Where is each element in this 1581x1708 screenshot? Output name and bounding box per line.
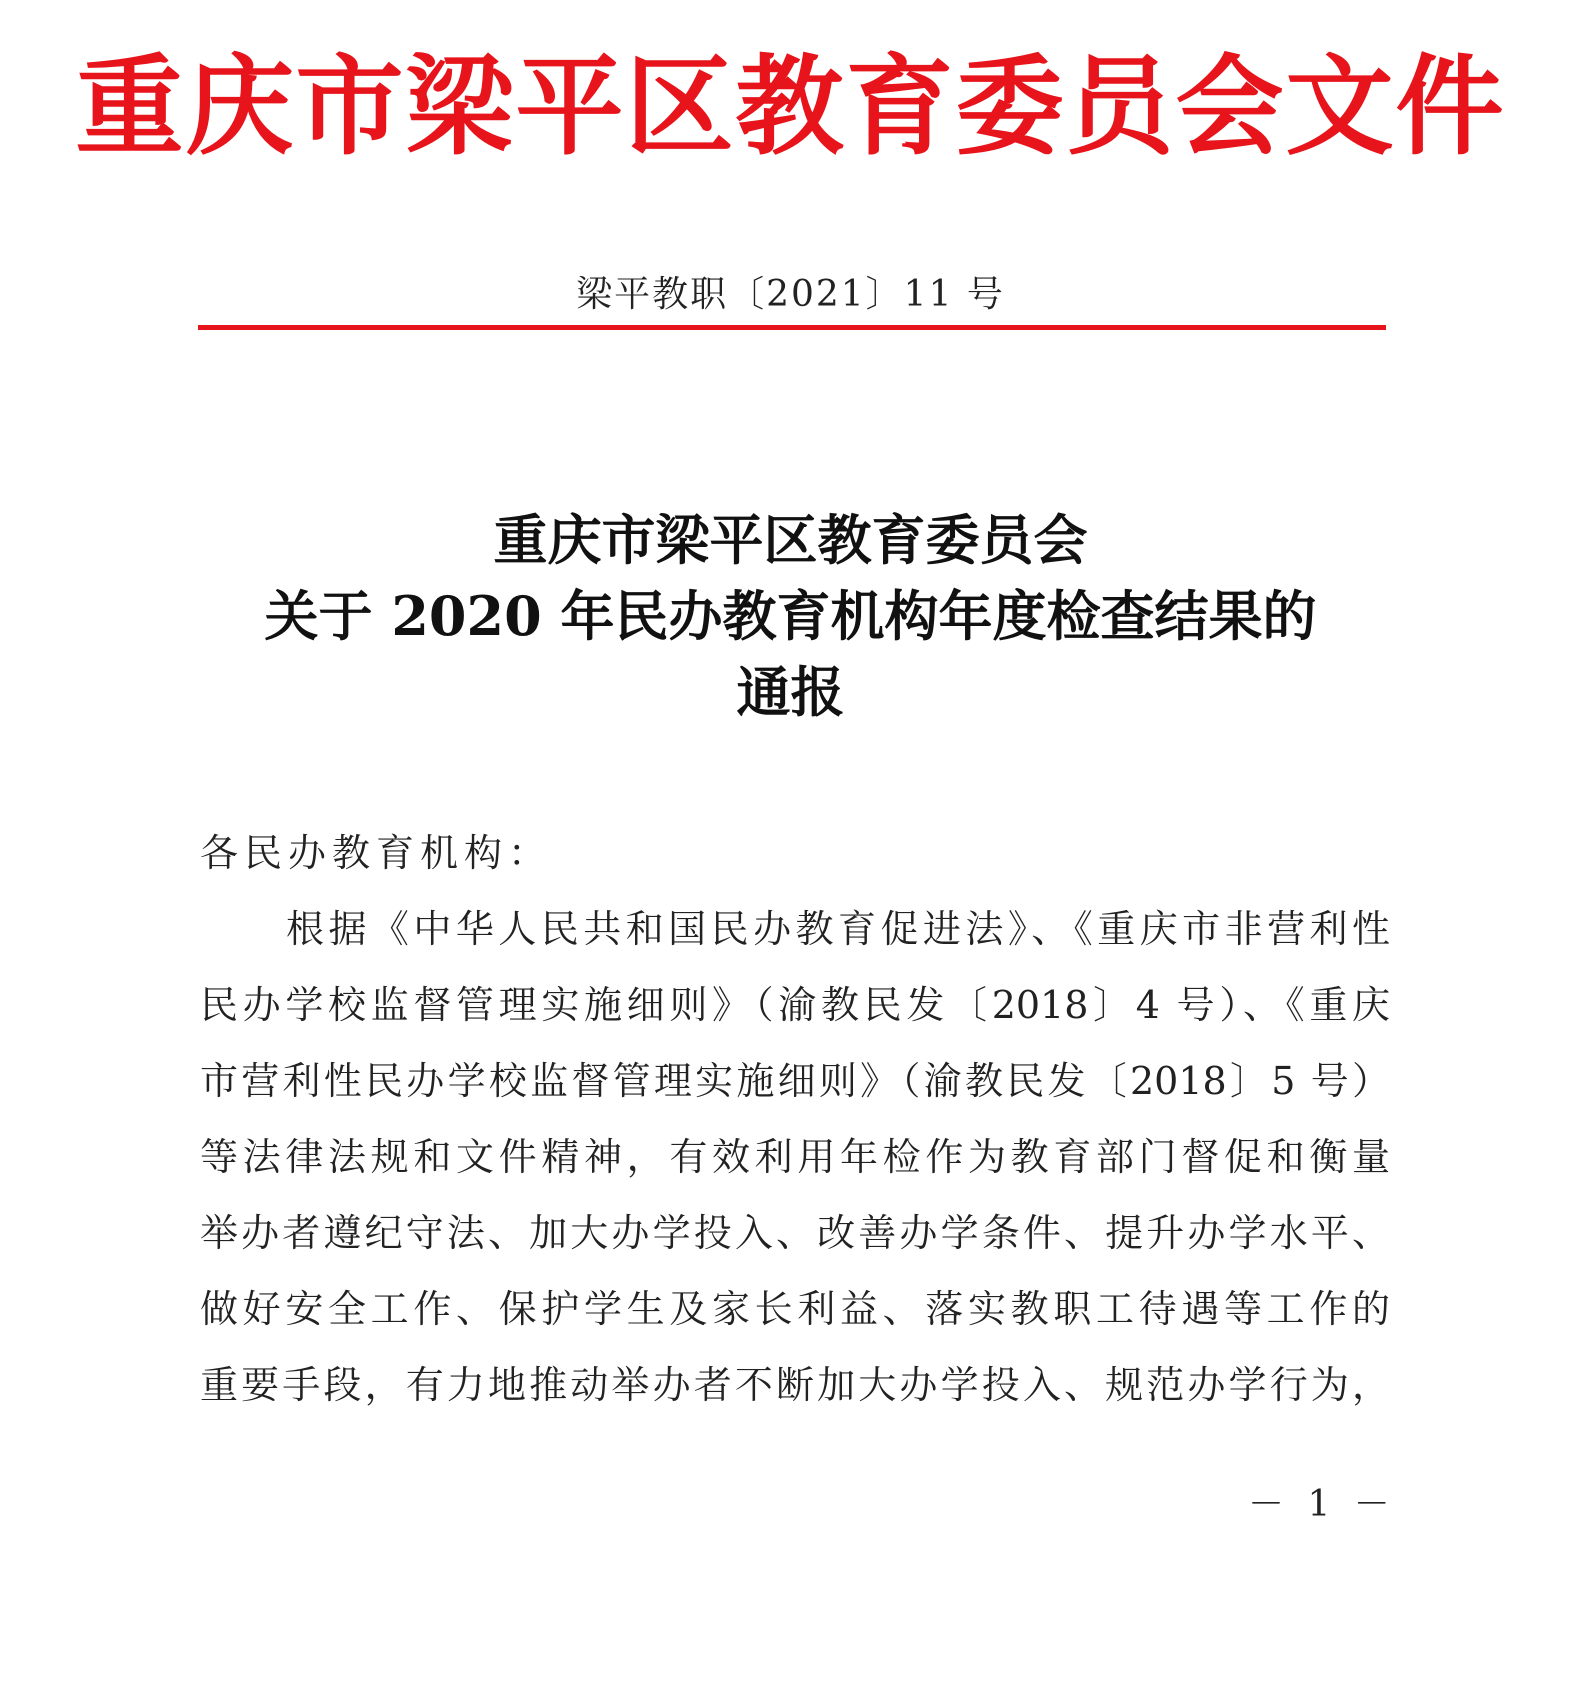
body-line: 做好安全工作、保护学生及家长利益、落实教职工待遇等工作的 xyxy=(200,1287,1390,1331)
document-number: 梁平教职〔2021〕11 号 xyxy=(576,274,1005,315)
body-line: 民办学校监督管理实施细则》（渝教民发〔2018〕4 号）、《重庆 xyxy=(200,983,1390,1027)
body-line: 根据《中华人民共和国民办教育促进法》、《重庆市非营利性 xyxy=(286,907,1390,951)
title-line-1: 重庆市梁平区教育委员会 xyxy=(493,508,1088,572)
body-line: 市营利性民办学校监督管理实施细则》（渝教民发〔2018〕5 号） xyxy=(200,1059,1390,1103)
body-line: 等法律法规和文件精神，有效利用年检作为教育部门督促和衡量 xyxy=(200,1135,1390,1179)
notice-title xyxy=(0,502,1581,730)
salutation: 各民办教育机构： xyxy=(200,831,553,875)
body-line: 重要手段，有力地推动举办者不断加大办学投入、规范办学行为， xyxy=(200,1363,1390,1407)
body-line: 举办者遵纪守法、加大办学投入、改善办学条件、提升办学水平、 xyxy=(200,1211,1390,1255)
masthead-title: 重庆市梁平区教育委员会文件 xyxy=(75,45,1506,170)
body-text xyxy=(200,904,1390,1436)
red-divider-line xyxy=(198,325,1386,330)
title-line-3: 通报 xyxy=(736,660,845,724)
page-number: － 1 － xyxy=(1248,1484,1396,1525)
title-line-2: 关于 2020 年民办教育机构年度检查结果的 xyxy=(264,584,1317,648)
